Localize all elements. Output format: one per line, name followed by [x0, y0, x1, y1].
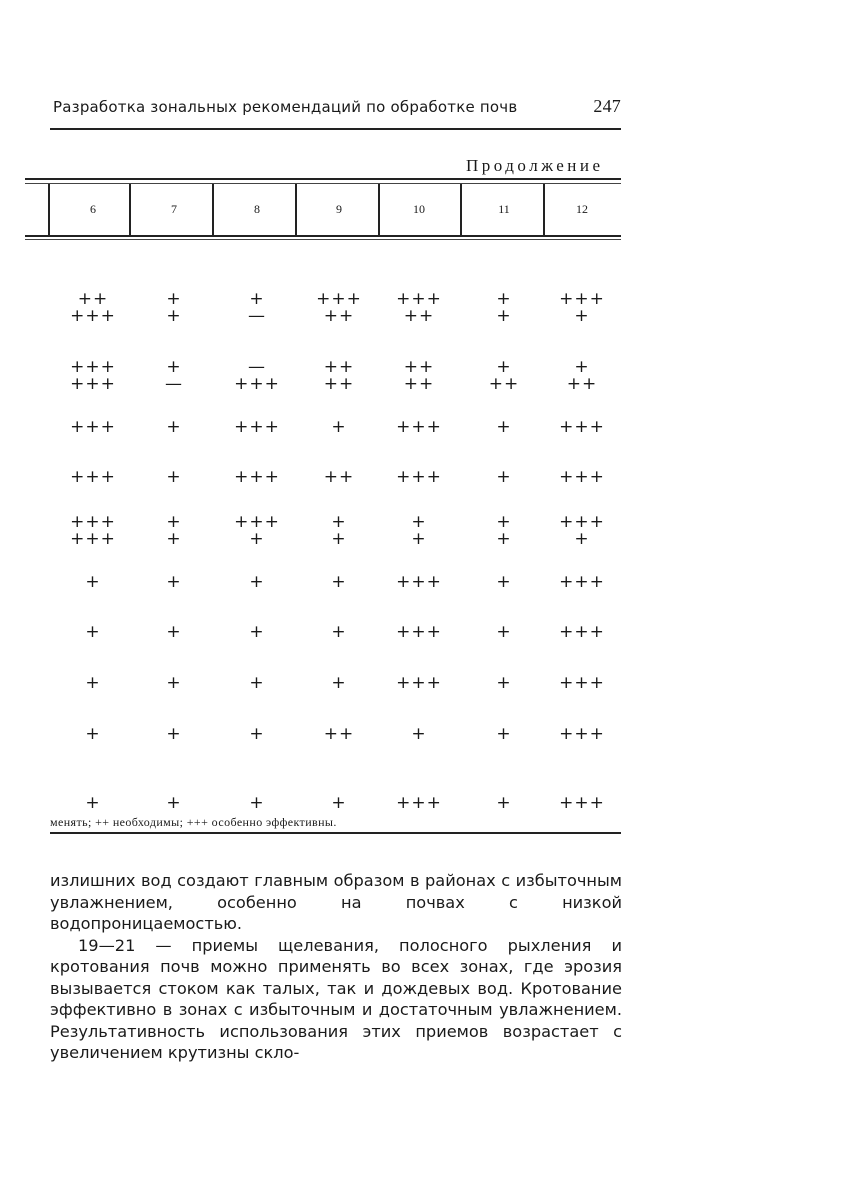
table-cell: ++ +++	[70, 289, 116, 326]
column-divider	[212, 184, 214, 235]
column-header: 8	[254, 202, 260, 216]
column-header: 10	[413, 202, 425, 216]
table-cell: ++ ++	[403, 357, 435, 394]
table-cell: +	[249, 572, 265, 592]
table-cell: +++	[559, 622, 605, 642]
column-header: 12	[576, 202, 588, 216]
column-divider	[460, 184, 462, 235]
table-cell: +	[85, 793, 101, 813]
table-cell: — +++	[234, 357, 280, 394]
table-cell: +	[85, 724, 101, 744]
table-cell: +++ +	[559, 512, 605, 549]
table-cell: +++	[559, 793, 605, 813]
table-cell: +	[166, 793, 182, 813]
footnote-rule	[50, 832, 621, 834]
continued-label: Продолжение	[466, 156, 604, 175]
table-cell: +	[331, 622, 347, 642]
table-cell: +	[331, 673, 347, 693]
table-cell: +	[166, 673, 182, 693]
table-cell: + —	[248, 289, 266, 326]
table-cell: +	[249, 724, 265, 744]
table-cell: +++ +++	[70, 357, 116, 394]
table-cell: + +	[496, 512, 512, 549]
table-cell: +++ +	[559, 289, 605, 326]
table-cell: +	[85, 673, 101, 693]
table-cell: +	[496, 673, 512, 693]
table-cell: +++	[559, 724, 605, 744]
table-cell: + +	[166, 512, 182, 549]
table-cell: +	[496, 467, 512, 487]
table-cell: +	[496, 622, 512, 642]
table-cell: +	[331, 417, 347, 437]
table-cell: +++	[396, 793, 442, 813]
column-divider	[48, 184, 50, 235]
table-cell: +	[496, 793, 512, 813]
table-cell: +++	[396, 673, 442, 693]
table-cell: +++	[559, 467, 605, 487]
table-header-bottom-rule	[25, 235, 621, 237]
table-footnote: менять; ++ необходимы; +++ особенно эффективны.	[50, 815, 337, 829]
table-cell: +++ ++	[396, 289, 442, 326]
table-cell: +++	[559, 673, 605, 693]
table-top-rule-thin	[25, 183, 621, 184]
header-rule	[50, 128, 621, 130]
column-header: 7	[171, 202, 177, 216]
table-cell: +	[249, 793, 265, 813]
column-header: 6	[90, 202, 96, 216]
table-cell: +++	[396, 417, 442, 437]
table-cell: +	[496, 572, 512, 592]
table-header-bottom-rule-thin	[25, 239, 621, 240]
column-divider	[295, 184, 297, 235]
table-cell: +	[496, 417, 512, 437]
table-cell: ++	[323, 724, 355, 744]
table-cell: +++	[234, 467, 280, 487]
column-divider	[129, 184, 131, 235]
column-header: 11	[498, 202, 510, 216]
paragraph-1: излишних вод создают главным образом в районах с избыточным увлажнением, особенно на почвах с низкой водопроницаемостью.	[50, 871, 622, 933]
table-cell: +	[249, 673, 265, 693]
table-cell: +	[85, 622, 101, 642]
table-cell: +	[85, 572, 101, 592]
body-text	[50, 870, 622, 1064]
table-cell: +	[166, 417, 182, 437]
table-cell: +++ +++	[70, 512, 116, 549]
column-header: 9	[336, 202, 342, 216]
table-cell: +++	[559, 572, 605, 592]
table-cell: +++	[396, 572, 442, 592]
column-divider	[378, 184, 380, 235]
table-cell: +	[249, 622, 265, 642]
table-cell: +++	[70, 417, 116, 437]
table-cell: +++ ++	[316, 289, 362, 326]
table-cell: + ++	[488, 357, 520, 394]
table-cell: +	[166, 467, 182, 487]
running-title: Разработка зональных рекомендаций по обработке почв	[53, 98, 518, 116]
table-top-rule	[25, 178, 621, 180]
page-number: 247	[593, 96, 621, 116]
table-cell: + +	[496, 289, 512, 326]
table-cell: +	[331, 793, 347, 813]
table-cell: + +	[331, 512, 347, 549]
table-cell: + —	[165, 357, 183, 394]
table-cell: +++	[396, 467, 442, 487]
table-cell: +	[166, 622, 182, 642]
table-cell: +	[166, 724, 182, 744]
table-cell: +	[411, 724, 427, 744]
table-cell: +++	[396, 622, 442, 642]
table-cell: + ++	[566, 357, 598, 394]
table-cell: +	[166, 572, 182, 592]
table-cell: +++	[234, 417, 280, 437]
table-cell: + +	[166, 289, 182, 326]
table-cell: + +	[411, 512, 427, 549]
table-cell: +	[496, 724, 512, 744]
table-cell: +++	[559, 417, 605, 437]
column-divider	[543, 184, 545, 235]
table-cell: ++	[323, 467, 355, 487]
paragraph-2: 19—21 — приемы щелевания, полосного рыхления и кротования почв можно применять во всех зонах, где эрозия вызывается стоком как талых, так и дождевых вод. Кротование эффективно в зонах с избыточным и достаточным увлажнением. Результативность использования этих приемов возрастает с увеличением крутизны скло-	[50, 935, 622, 1062]
table-cell: +	[331, 572, 347, 592]
table-cell: +++ +	[234, 512, 280, 549]
table-cell: ++ ++	[323, 357, 355, 394]
table-cell: +++	[70, 467, 116, 487]
